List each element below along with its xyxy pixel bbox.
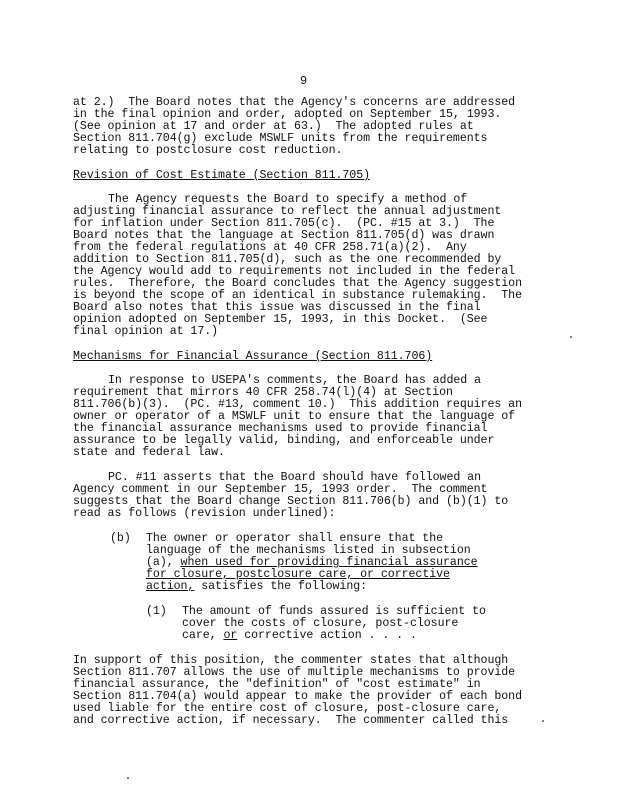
text-line: the Agency would add to requirements not included in the federal	[73, 265, 516, 278]
quote-label-1: (1)	[146, 605, 167, 618]
text-segment: corrective action . . . .	[237, 629, 417, 642]
text-line: at 2.) The Board notes that the Agency's concerns are addressed	[73, 96, 516, 109]
text-line: is beyond the scope of an identical in substance rulemaking. The	[73, 289, 522, 302]
text-line: for inflation under Section 811.705(c). (PC. #15 at 3.) The	[73, 217, 495, 230]
underlined-revision: for closure, postclosure care,	[146, 568, 361, 581]
text-line: in the final opinion and order, adopted on September 15, 1993.	[73, 108, 502, 121]
underlined-revision: action,	[146, 580, 195, 593]
section-heading-mechanisms: Mechanisms for Financial Assurance (Section 811.706)	[73, 350, 433, 363]
text-line: state and federal law.	[73, 446, 225, 459]
text-line: The owner or operator shall ensure that the	[146, 532, 444, 545]
text-line: suggests that the Board change Section 811.706(b) and (b)(1) to	[73, 495, 509, 508]
text-line	[146, 581, 367, 593]
text-line: final opinion at 17.)	[73, 325, 219, 338]
text-line: used liable for the entire cost of closure, post-closure care,	[73, 702, 502, 715]
text-line: Section 811.704(a) would appear to make the provider of each bond	[73, 690, 522, 703]
text-line: PC. #11 asserts that the Board should have followed an	[108, 471, 481, 484]
text-line: Agency comment in our September 15, 1993 order. The comment	[73, 483, 488, 496]
text-line: cover the costs of closure, post-closure	[182, 617, 459, 630]
text-line: adjusting financial assurance to reflect the annual adjustment	[73, 205, 502, 218]
text-line	[182, 630, 417, 642]
scan-speck	[570, 336, 572, 338]
text-line: rules. Therefore, the Board concludes that the Agency suggestion	[73, 277, 522, 290]
text-line: owner or operator of a MSWLF unit to ensure that the language of	[73, 410, 516, 423]
text-line: Section 811.704(g) exclude MSWLF units from the requirements	[73, 132, 488, 145]
text-line: assurance to be legally valid, binding, and enforceable under	[73, 434, 495, 447]
underlined-or: or	[223, 629, 238, 642]
quote-label-b: (b)	[110, 532, 131, 545]
text-line: relating to postclosure cost reduction.	[73, 144, 343, 157]
text-line: In support of this position, the commenter states that although	[73, 654, 509, 667]
underlined-revision: when used for providing financial assurance	[180, 556, 478, 569]
text-line: requirement that mirrors 40 CFR 258.74(l)(4) at Section	[73, 386, 453, 399]
text-line: opinion adopted on September 15, 1993, in this Docket. (See	[73, 313, 488, 326]
scan-speck	[127, 777, 129, 779]
text-line: language of the mechanisms listed in subsection	[146, 544, 471, 557]
text-segment: care,	[182, 629, 224, 642]
underlined-revision: corrective	[373, 568, 450, 581]
scan-speck	[542, 720, 544, 722]
text-segment: (a),	[146, 556, 181, 569]
text-line: Board notes that the language at Section 811.705(d) was drawn	[73, 229, 495, 242]
page-number: 9	[300, 74, 308, 88]
text-line: Section 811.707 allows the use of multiple mechanisms to provide	[73, 666, 516, 679]
text-line: read as follows (revision underlined):	[73, 507, 336, 520]
section-heading-revision: Revision of Cost Estimate (Section 811.705)	[73, 169, 371, 182]
text-line: the financial assurance mechanisms used to provide financial	[73, 422, 488, 435]
text-line: The Agency requests the Board to specify a method of	[108, 193, 468, 206]
text-line: (See opinion at 17 and order at 63.) The adopted rules at	[73, 120, 474, 133]
underlined-or: or	[360, 568, 374, 581]
text-line: from the federal regulations at 40 CFR 258.71(a)(2). Any	[73, 241, 467, 254]
text-line: financial assurance, the "definition" of "cost estimate" in	[73, 678, 481, 691]
text-line: 811.706(b)(3). (PC. #13, comment 10.) This addition requires an	[73, 398, 522, 411]
text-line: In response to USEPA's comments, the Board has added a	[108, 374, 481, 387]
text-line: Board also notes that this issue was discussed in the final	[73, 301, 481, 314]
text-line: and corrective action, if necessary. The commenter called this	[73, 714, 509, 727]
text-segment: satisfies the following:	[194, 580, 368, 593]
text-line: addition to Section 811.705(d), such as the one recommended by	[73, 253, 502, 266]
text-line: The amount of funds assured is sufficient to	[182, 605, 486, 618]
